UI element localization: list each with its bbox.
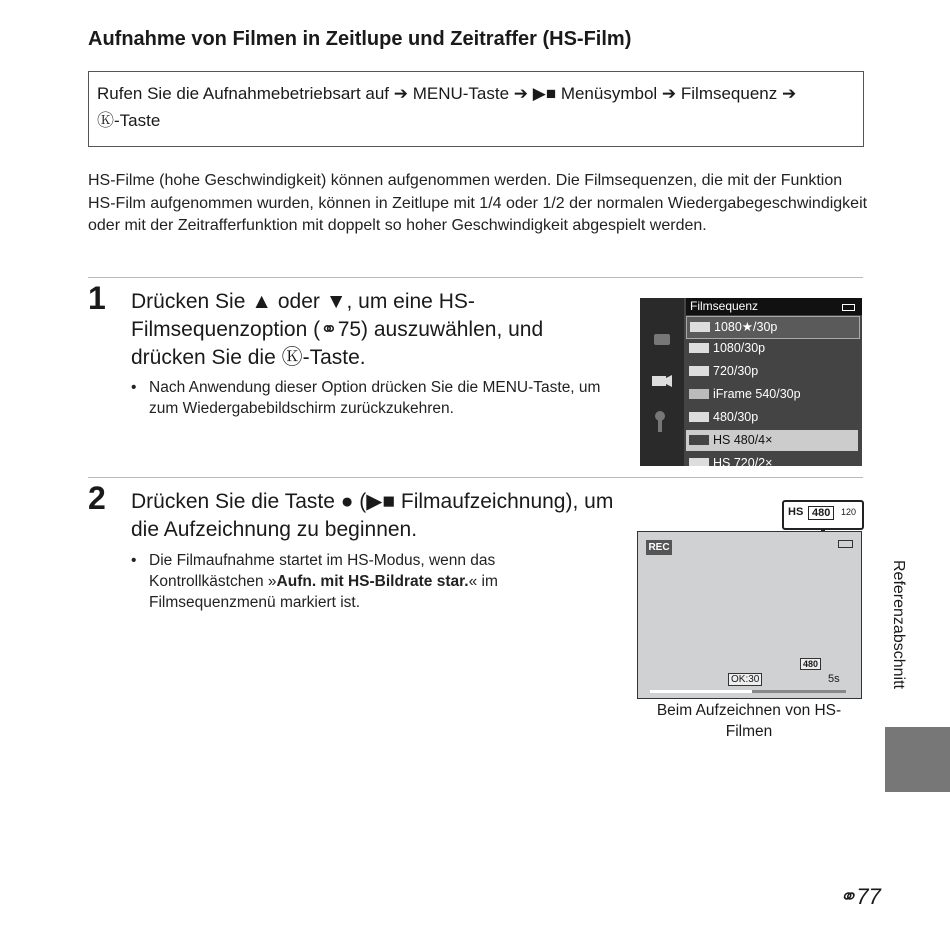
menu-item-label: 480/30p — [713, 410, 759, 424]
step-2-heading: Drücken Sie die Taste ● (▶■ Filmaufzeichnung), um die Aufzeichnung zu beginnen. — [131, 490, 614, 541]
step-2-bullet-text — [149, 550, 551, 613]
step-1-heading: Drücken Sie ▲ oder ▼, um eine HS-Filmsequenzoption (⚭75) auszuwählen, und drücken Sie die Ⓚ-Taste. — [131, 290, 544, 369]
menu-item[interactable] — [686, 384, 858, 405]
page-title: Aufnahme von Filmen in Zeitlupe und Zeitraffer (HS-Film) — [88, 28, 632, 50]
callout-line-1: Rufen Sie die Aufnahmebetriebsart auf ➔ MENU-Taste ➔ ▶■ Menüsymbol ➔ Filmsequenz ➔ — [97, 84, 797, 103]
bullet-text: Die Filmaufnahme startet im HS-Modus, wenn das Kontrollkästchen » — [149, 552, 496, 590]
resolution-icon — [689, 412, 709, 422]
bullet-text: « im Filmsequenzmenü markiert ist. — [149, 573, 498, 611]
resolution-badge: 480 — [800, 658, 821, 670]
step-2-bullet — [131, 550, 551, 613]
menu-item-selected[interactable] — [686, 430, 858, 451]
intro-paragraph: HS-Filme (hohe Geschwindigkeit) können aufgenommen werden. Die Filmsequenzen, die mit der Funktion HS-Film aufgenommen wurden, können in Zeitlupe mit 1/4 oder 1/2 der normalen Wiedergabegeschwindigkeit oder mit der Zeitrafferfunktion mit doppelt so hoher Geschwindigkeit abgespielt werden. — [88, 172, 868, 234]
filmsequenz-menu-screenshot — [640, 298, 862, 466]
divider — [88, 477, 863, 478]
hs-indicator-callout — [782, 500, 864, 530]
menu-title: Filmsequenz — [686, 298, 862, 315]
menu-item[interactable] — [686, 361, 858, 382]
menu-item-label: 720/30p — [713, 364, 759, 378]
menu-item[interactable] — [686, 407, 858, 428]
progress-bar — [650, 690, 846, 693]
iframe-icon — [689, 389, 709, 399]
menu-item[interactable] — [686, 338, 858, 359]
side-label-text: Referenzabschnitt — [890, 560, 907, 689]
menu-icons — [640, 298, 684, 466]
callout-line-2: Ⓚ-Taste — [97, 111, 161, 130]
menu-item-label: HS 720/2× — [713, 456, 773, 466]
figure-caption: Beim Aufzeichnen von HS-Filmen — [656, 702, 842, 740]
section-side-label — [876, 560, 916, 715]
battery-icon — [838, 540, 854, 548]
rec-indicator: REC — [646, 540, 672, 555]
menu-item-label: 1080★/30p — [714, 320, 778, 334]
section-tab — [885, 727, 950, 792]
bullet-dot: • — [131, 552, 137, 569]
menu-path-callout — [88, 71, 864, 147]
progress-fill — [650, 690, 752, 693]
divider — [88, 277, 863, 278]
hs-icon — [689, 458, 709, 466]
hs-badge: HS — [788, 506, 804, 518]
step-1-bullet-text: Nach Anwendung dieser Option drücken Sie die MENU-Taste, um zum Wiedergabebildschirm zurückzukehren. — [149, 379, 601, 417]
bullet-bold-text: Aufn. mit HS-Bildrate star. — [276, 573, 469, 590]
resolution-icon — [690, 322, 710, 332]
resolution-icon — [689, 366, 709, 376]
movie-icon — [652, 376, 666, 386]
counter-badge: OK:30 — [728, 673, 762, 686]
bullet-dot: • — [131, 379, 137, 396]
menu-item[interactable] — [686, 453, 858, 466]
time-remaining: 5s — [828, 673, 840, 685]
camera-icon — [654, 334, 670, 345]
menu-item-label: iFrame 540/30p — [713, 387, 801, 401]
resolution-badge: 480 — [808, 506, 834, 520]
hs-icon — [689, 435, 709, 445]
frame-rate-badge: 120 — [841, 507, 857, 517]
menu-item[interactable] — [686, 316, 860, 339]
menu-sidebar — [640, 298, 684, 466]
step-2-number: 2 — [88, 480, 106, 516]
menu-item-label: HS 480/4× — [713, 433, 773, 447]
step-1-number: 1 — [88, 280, 106, 316]
menu-list — [684, 298, 862, 466]
battery-icon — [842, 304, 856, 311]
page-number: ⚭77 — [838, 884, 881, 909]
resolution-icon — [689, 343, 709, 353]
step-1-bullet — [131, 377, 611, 419]
recording-screen — [637, 531, 862, 699]
menu-item-label: 1080/30p — [713, 341, 766, 355]
